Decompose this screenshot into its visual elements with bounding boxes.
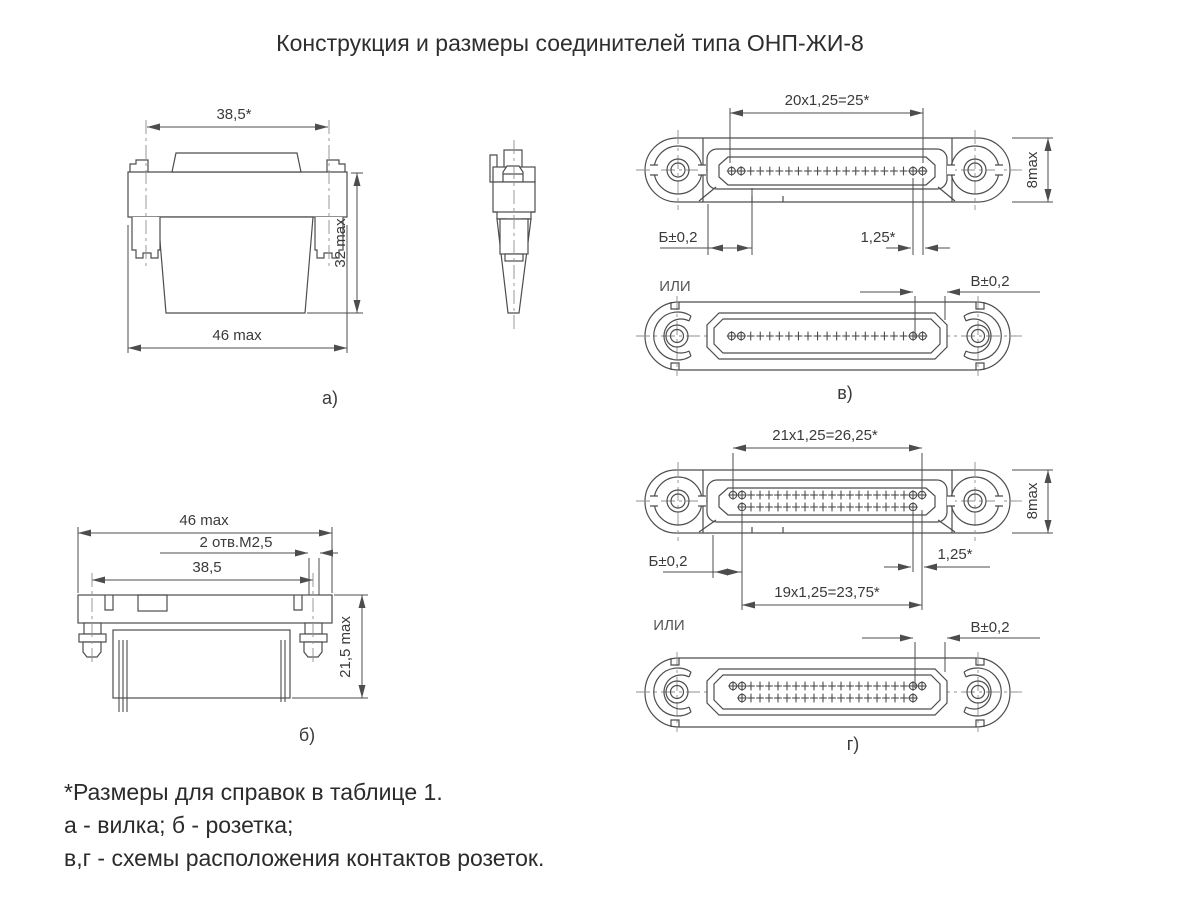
- socket-screw-right: [300, 623, 327, 657]
- dim-g-height: 8max: [1024, 482, 1041, 520]
- dim-a-height: 32 max: [332, 218, 349, 268]
- plug-shell: [158, 217, 313, 313]
- dim-v-pitch: 1,25*: [860, 229, 896, 246]
- view-g-variant1: [636, 427, 1053, 610]
- view-side-plug: [490, 140, 535, 332]
- dim-b-inner-width: 38,5: [192, 559, 222, 576]
- dim-b-holes: 2 отв.М2,5: [199, 534, 273, 551]
- view-a-label: а): [321, 388, 339, 408]
- socket-screw-left: [79, 623, 106, 657]
- view-b-socket: [78, 512, 368, 745]
- dim-g-row1-span: 21х1,25=26,25*: [772, 427, 878, 444]
- note-line: а - вилка; б - розетка;: [64, 812, 294, 838]
- dim-v-row-span: 20х1,25=25*: [784, 92, 870, 109]
- or-label-g: ИЛИ: [653, 617, 685, 634]
- side-screw: [504, 150, 522, 168]
- dim-a-bottom-width: 46 max: [212, 327, 262, 344]
- view-b-label: б): [298, 725, 316, 745]
- notes-block: [64, 776, 544, 875]
- dim-g-edge-offset: Б±0,2: [648, 553, 688, 570]
- plug-body: [128, 172, 347, 217]
- dim-a-top-width: 38,5*: [216, 106, 252, 123]
- page-title: Конструкция и размеры соединителей типа ОНП-ЖИ-8: [276, 30, 864, 56]
- view-g-label: г): [846, 734, 860, 754]
- dim-g-pitch: 1,25*: [937, 546, 973, 563]
- dim-g-row2-span: 19х1,25=23,75*: [774, 584, 880, 601]
- view-v-label: в): [837, 383, 853, 403]
- view-v-variant1: [636, 92, 1053, 255]
- dim-b-width: 46 max: [179, 512, 229, 529]
- plug-cap: [172, 153, 301, 172]
- socket-shell: [113, 630, 290, 698]
- view-a-plug: [128, 106, 363, 408]
- contact-cavity-inner-2row-alt: [714, 675, 940, 709]
- dim-b-height: 21,5 max: [337, 616, 354, 678]
- view-g-variant2: [636, 617, 1040, 754]
- note-line: *Размеры для справок в таблице 1.: [64, 779, 443, 805]
- plug-tab-left: [130, 160, 148, 172]
- dim-v-edge-offset: Б±0,2: [658, 229, 698, 246]
- dim-g-alt-offset: В±0,2: [970, 619, 1010, 636]
- plug-tab-right: [327, 160, 345, 172]
- view-v-variant2: [636, 273, 1040, 403]
- dim-v-height: 8max: [1024, 151, 1041, 189]
- dim-v-alt-offset: В±0,2: [970, 273, 1010, 290]
- note-line: в,г - схемы расположения контактов розеток.: [64, 845, 545, 871]
- or-label-v: ИЛИ: [659, 278, 691, 295]
